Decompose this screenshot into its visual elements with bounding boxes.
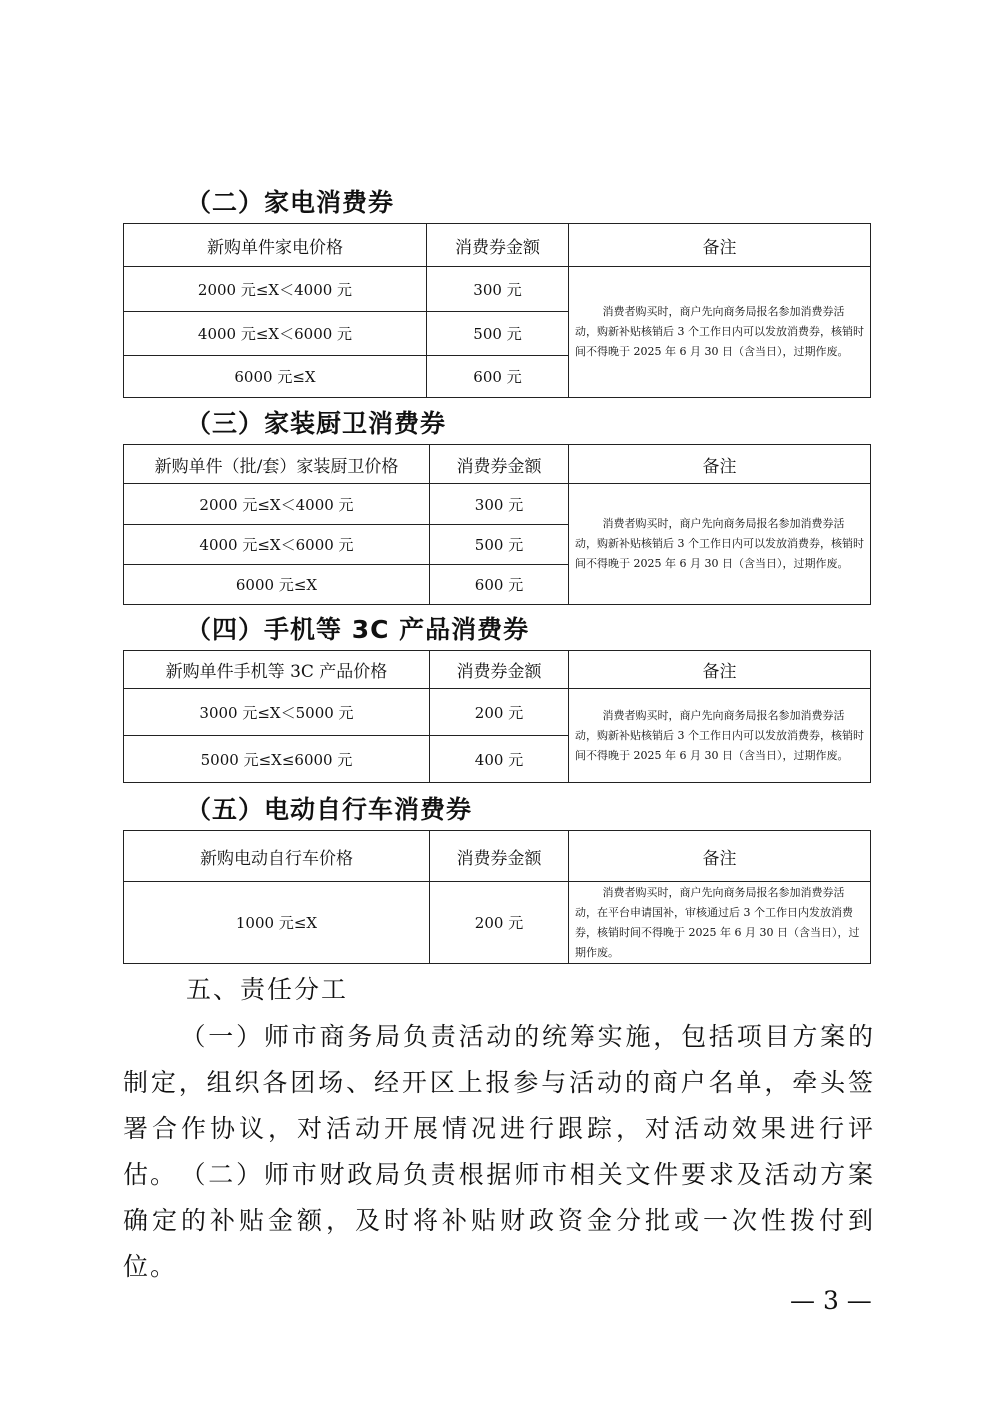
voucher-table-e-bike (123, 830, 871, 964)
paragraph-commerce-bureau: （一）师市商务局负责活动的统筹实施，包括项目方案的制定，组织各团场、经开区上报参与活动的商户名单，牵头签署合作协议，对活动开展情况进行跟踪，对活动效果进行评估。 (123, 1022, 875, 1189)
table-header-row (124, 224, 871, 267)
table-header-row (124, 831, 871, 882)
header-price: 新购单件手机等 3C 产品价格 (124, 651, 430, 689)
header-price: 新购单件（批/套）家装厨卫价格 (124, 445, 430, 484)
header-amount: 消费券金额 (430, 651, 569, 689)
table-row (124, 689, 871, 736)
voucher-amount: 400 元 (430, 736, 569, 783)
voucher-amount: 300 元 (430, 484, 569, 525)
voucher-table-appliances (123, 223, 871, 398)
voucher-amount: 600 元 (427, 356, 569, 398)
price-range: 4000 元≤X＜6000 元 (124, 312, 427, 356)
header-note: 备注 (569, 651, 871, 689)
voucher-amount: 200 元 (430, 882, 569, 964)
page-number: — 3 — (790, 1286, 872, 1315)
voucher-amount: 500 元 (430, 525, 569, 565)
voucher-amount: 300 元 (427, 267, 569, 312)
note-cell: 消费者购买时，商户先向商务局报名参加消费券活动，购新补贴核销后 3 个工作日内可以发放消费券，核销时间不得晚于 2025 年 6 月 30 日（含当日），过期作废。 (569, 484, 871, 605)
header-amount: 消费券金额 (430, 831, 569, 882)
price-range: 5000 元≤X≤6000 元 (124, 736, 430, 783)
table-row (124, 484, 871, 525)
section-heading-kitchen-bath: （三）家装厨卫消费券 (186, 409, 447, 438)
price-range: 1000 元≤X (124, 882, 430, 964)
price-range: 3000 元≤X＜5000 元 (124, 689, 430, 736)
table-row (124, 882, 871, 964)
section-heading-e-bike: （五）电动自行车消费券 (186, 795, 473, 824)
voucher-amount: 600 元 (430, 565, 569, 605)
paragraph-finance-bureau: （二）师市财政局负责根据师市相关文件要求及活动方案确定的补贴金额，及时将补贴财政资金分批或一次性拨付到位。 (123, 1160, 875, 1281)
table-header-row (124, 651, 871, 689)
note-cell: 消费者购买时，商户先向商务局报名参加消费券活动，购新补贴核销后 3 个工作日内可以发放消费券，核销时间不得晚于 2025 年 6 月 30 日（含当日），过期作废。 (569, 267, 871, 398)
note-cell: 消费者购买时，商户先向商务局报名参加消费券活动，在平台申请国补，审核通过后 3 个工作日内发放消费券，核销时间不得晚于 2025 年 6 月 30 日（含当日），过期作废。 (569, 882, 871, 964)
voucher-table-3c-products (123, 650, 871, 783)
voucher-amount: 500 元 (427, 312, 569, 356)
price-range: 2000 元≤X＜4000 元 (124, 484, 430, 525)
price-range: 6000 元≤X (124, 356, 427, 398)
table-header-row (124, 445, 871, 484)
header-note: 备注 (569, 224, 871, 267)
header-price: 新购单件家电价格 (124, 224, 427, 267)
header-price: 新购电动自行车价格 (124, 831, 430, 882)
section-heading-appliances: （二）家电消费券 (186, 188, 395, 217)
header-note: 备注 (569, 831, 871, 882)
note-cell: 消费者购买时，商户先向商务局报名参加消费券活动，购新补贴核销后 3 个工作日内可以发放消费券，核销时间不得晚于 2025 年 6 月 30 日（含当日），过期作废。 (569, 689, 871, 783)
section-heading-responsibilities: 五、责任分工 (186, 975, 349, 1004)
price-range: 6000 元≤X (124, 565, 430, 605)
voucher-amount: 200 元 (430, 689, 569, 736)
voucher-table-kitchen-bath (123, 444, 871, 605)
section-heading-3c-products: （四）手机等 3C 产品消费券 (186, 615, 530, 644)
price-range: 4000 元≤X＜6000 元 (124, 525, 430, 565)
header-note: 备注 (569, 445, 871, 484)
price-range: 2000 元≤X＜4000 元 (124, 267, 427, 312)
table-row (124, 267, 871, 312)
header-amount: 消费券金额 (430, 445, 569, 484)
header-amount: 消费券金额 (427, 224, 569, 267)
